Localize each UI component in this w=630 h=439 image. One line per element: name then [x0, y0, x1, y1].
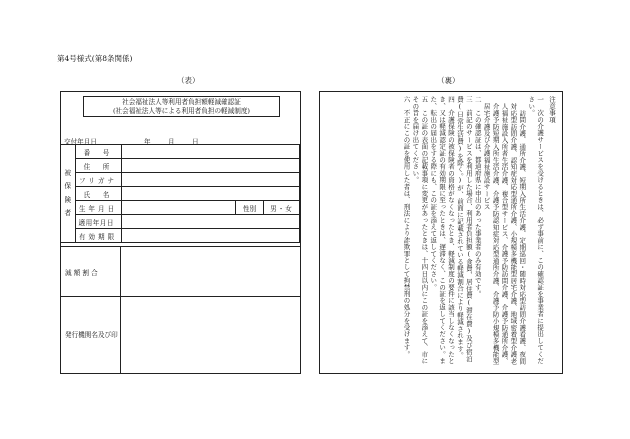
reduction-rate-label: 減 額 割 合	[61, 247, 121, 296]
issue-date-year: 年	[144, 138, 151, 146]
number-value	[121, 145, 300, 159]
sex-label: 性別	[236, 201, 264, 215]
back-side-label: （裏）	[437, 76, 460, 85]
insured-label-text: 被 保 険 者	[64, 168, 72, 217]
issue-date-day: 日	[192, 138, 199, 146]
address-value	[121, 159, 300, 173]
field-label-address: 住 所	[75, 159, 121, 173]
issuer-label: 発行機関名及び印	[61, 297, 121, 373]
form-number-label: 第4号様式(第8条関係)	[57, 54, 133, 63]
table-row	[61, 159, 300, 173]
note-item: 訪問介護、通所介護、短期入所生活介護、定期巡回・随時対応型訪問介護看護、夜間対応型訪問介護、認知症対応型通所介護、小規模多機能型居宅介護、地域密着型介護老人福祉施設入所者生活介護、複合型サービス、介護予防訪問介護、介護予防通所介護、介護予防短期入所生活介護、介護予防認知症対応型通所介護、介護予防小規模多機能型居宅介護及び介護福祉施設サービス	[482, 102, 527, 364]
table-row	[61, 201, 300, 215]
front-side-label: （表）	[177, 76, 200, 85]
certificate-title-box	[83, 96, 280, 117]
insured-info-table	[61, 144, 300, 243]
issue-date-label: 交付年月日	[64, 138, 97, 146]
field-label-number: 番 号	[75, 145, 121, 159]
note-item: 五 この証の表面の記載事項に変更があったときは、十四日以内にこの証を添えて、市にその旨を届け出てください。	[411, 96, 429, 364]
back-card	[319, 91, 563, 374]
note-item: 三 前記のサービスを利用した場合、利用者負担額(食費、居住費(滞在費)及び宿泊費(日常生活費)を除く。)が、前面に記載されている軽減割合により軽減されます。	[455, 96, 473, 362]
insured-label	[61, 145, 75, 243]
field-label-applied-date: 適用年月日	[75, 215, 121, 229]
name-value	[121, 187, 300, 201]
table-row	[61, 215, 300, 229]
reduction-rate-section	[61, 246, 300, 296]
applied-date-value	[121, 215, 300, 229]
notes-text	[402, 96, 556, 368]
field-label-birthdate: 生年月日	[75, 201, 121, 215]
note-item: 一 次の介護サービスを受けるときは、必ず事前に、この確認証を事業者に提出してください。	[527, 96, 545, 364]
furigana-value	[121, 173, 300, 187]
certificate-subtitle: (社会福祉法人等による利用者負担の軽減制度)	[112, 106, 251, 115]
notes-title: 注意事項	[548, 96, 556, 123]
expiry-value	[121, 229, 300, 243]
table-row	[61, 187, 300, 201]
note-item: 六 不正にこの証を使用した者は、刑法により詐欺罪として拘禁刑の処分を受けます。	[402, 96, 411, 358]
field-label-expiry: 有効期限	[75, 229, 121, 243]
note-item: 四 介護保険の被保険者の資格がなくなったとき、軽減制度の要件に該当しなくなったとき、又は軽減認定証の有効期限に至ったときは、遅滞なく、この証を返してください。また、転出の届出をする際にも、この証を添えて返してください。	[429, 96, 456, 364]
sex-value: 男・女	[264, 201, 300, 215]
table-row	[61, 173, 300, 187]
field-label-name: 氏 名	[75, 187, 121, 201]
birthdate-value	[121, 201, 236, 215]
table-row	[61, 145, 300, 159]
front-card	[60, 91, 301, 374]
note-item: 二 この確認証は、都道府県に申出のあった事業者のみ有効です。	[473, 96, 482, 297]
certificate-title: 社会福祉法人等利用者負担額軽減確認証	[122, 98, 241, 106]
table-row	[61, 229, 300, 243]
field-label-furigana: フリガナ	[75, 173, 121, 187]
issue-date-month: 月	[168, 138, 175, 146]
issuer-section	[61, 296, 300, 373]
